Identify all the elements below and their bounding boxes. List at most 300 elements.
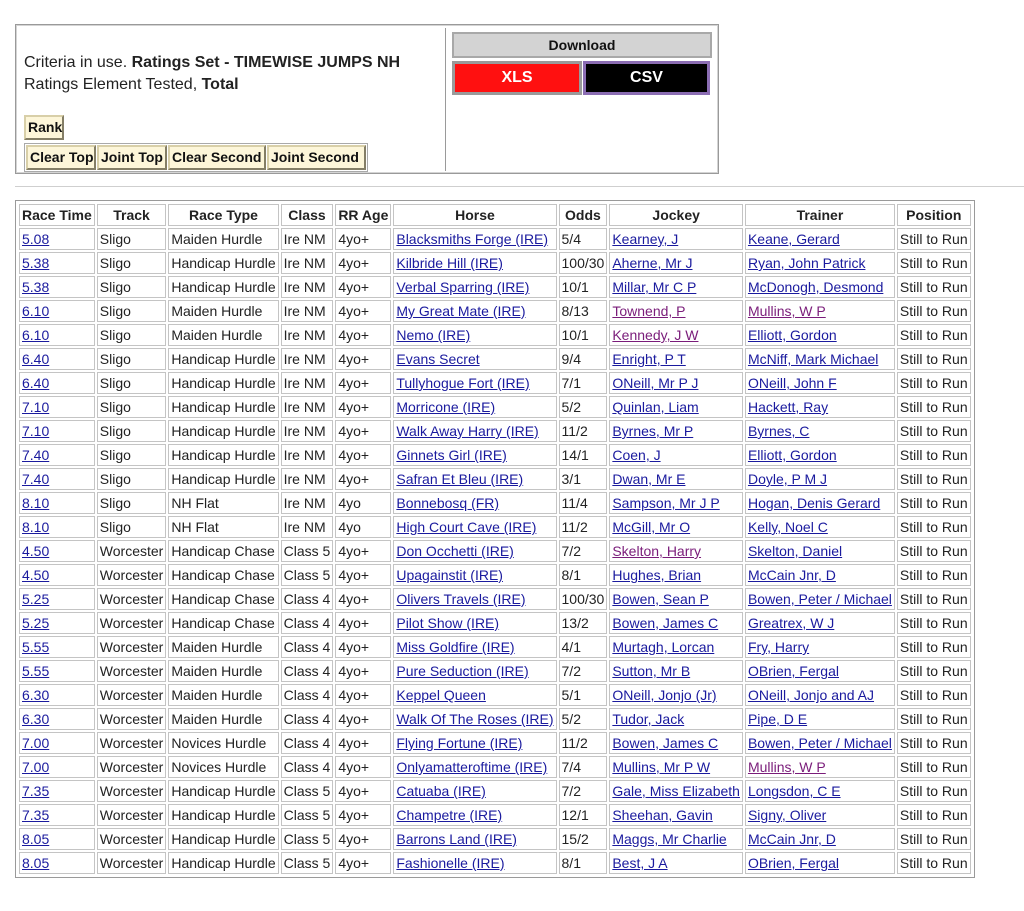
jockey-cell <box>609 492 743 514</box>
jockey-link[interactable]: Murtagh, Lorcan <box>612 639 715 655</box>
rr-age-cell: 4yo+ <box>335 276 391 298</box>
race-time-link[interactable]: 4.50 <box>22 543 50 559</box>
horse-link[interactable]: Flying Fortune (IRE) <box>396 735 523 751</box>
trainer-link[interactable]: OBrien, Fergal <box>747 663 839 679</box>
track-cell: Sligo <box>97 468 167 490</box>
jockey-link[interactable]: Sampson, Mr J P <box>612 495 720 511</box>
jockey-link[interactable]: Skelton, Harry <box>612 543 702 559</box>
jockey-link[interactable]: Mullins, Mr P W <box>612 759 711 775</box>
rr-age-cell: 4yo+ <box>335 780 391 802</box>
joint-top-button[interactable]: Joint Top <box>97 145 167 170</box>
odds-cell: 12/1 <box>559 804 608 826</box>
jockey-link[interactable]: Coen, J <box>612 447 661 463</box>
trainer-link[interactable]: OBrien, Fergal <box>747 855 839 871</box>
download-csv-button[interactable]: CSV <box>583 61 710 95</box>
position-cell: Still to Run <box>897 516 971 538</box>
download-title: Download <box>452 32 712 58</box>
odds-cell: 9/4 <box>559 348 608 370</box>
rr-age-cell: 4yo+ <box>335 828 391 850</box>
jockey-cell <box>609 708 743 730</box>
header-class[interactable]: Class <box>281 204 334 226</box>
trainer-cell <box>745 660 895 682</box>
rr-age-cell: 4yo+ <box>335 396 391 418</box>
race-time-link[interactable]: 4.50 <box>22 567 50 583</box>
horse-cell <box>393 756 556 778</box>
race-time-link[interactable]: 5.08 <box>22 231 50 247</box>
horse-link[interactable]: Ginnets Girl (IRE) <box>396 447 507 463</box>
race-time-link[interactable]: 6.30 <box>22 711 50 727</box>
rr-age-cell: 4yo <box>335 492 391 514</box>
jockey-cell <box>609 444 743 466</box>
horse-cell <box>393 516 556 538</box>
horse-link[interactable]: Tullyhogue Fort (IRE) <box>396 375 530 391</box>
header-trainer[interactable]: Trainer <box>745 204 895 226</box>
horse-cell <box>393 324 556 346</box>
class-cell: Ire NM <box>281 348 334 370</box>
trainer-cell <box>745 588 895 610</box>
trainer-link[interactable]: Hogan, Denis Gerard <box>747 495 881 511</box>
horse-cell <box>393 732 556 754</box>
horse-cell <box>393 684 556 706</box>
position-cell: Still to Run <box>897 372 971 394</box>
horse-link[interactable]: Keppel Queen <box>396 687 486 703</box>
horse-link[interactable]: Blacksmiths Forge (IRE) <box>396 231 549 247</box>
jockey-link[interactable]: Sutton, Mr B <box>612 663 691 679</box>
race-time-cell <box>19 708 95 730</box>
odds-cell: 11/4 <box>559 492 608 514</box>
clear-second-button[interactable]: Clear Second <box>168 145 266 170</box>
track-cell: Sligo <box>97 252 167 274</box>
trainer-cell <box>745 756 895 778</box>
track-cell: Sligo <box>97 444 167 466</box>
race-type-cell: Maiden Hurdle <box>168 708 278 730</box>
jockey-cell <box>609 852 743 874</box>
trainer-link[interactable]: Mullins, W P <box>747 303 826 319</box>
trainer-link[interactable]: Signy, Oliver <box>747 807 827 823</box>
race-type-cell: Maiden Hurdle <box>168 684 278 706</box>
class-cell: Ire NM <box>281 468 334 490</box>
race-type-cell: Handicap Hurdle <box>168 348 278 370</box>
trainer-cell <box>745 468 895 490</box>
race-time-link[interactable]: 6.10 <box>22 327 50 343</box>
horse-link[interactable]: Miss Goldfire (IRE) <box>396 639 515 655</box>
track-cell: Worcester <box>97 708 167 730</box>
odds-cell: 7/2 <box>559 780 608 802</box>
track-cell: Sligo <box>97 348 167 370</box>
jockey-cell <box>609 348 743 370</box>
trainer-link[interactable]: Fry, Harry <box>747 639 810 655</box>
trainer-link[interactable]: Bowen, Peter / Michael <box>747 591 892 607</box>
trainer-link[interactable]: Kelly, Noel C <box>747 519 828 535</box>
trainer-link[interactable]: Ryan, John Patrick <box>747 255 866 271</box>
jockey-link[interactable]: ONeill, Jonjo (Jr) <box>612 687 717 703</box>
jockey-link[interactable]: Bowen, James C <box>612 615 719 631</box>
horse-link[interactable]: Walk Away Harry (IRE) <box>396 423 539 439</box>
odds-cell: 7/2 <box>559 540 608 562</box>
jockey-link[interactable]: Millar, Mr C P <box>612 279 697 295</box>
track-cell: Worcester <box>97 684 167 706</box>
trainer-link[interactable]: McCain Jnr, D <box>747 831 836 847</box>
class-cell: Ire NM <box>281 276 334 298</box>
position-cell: Still to Run <box>897 324 971 346</box>
trainer-cell <box>745 732 895 754</box>
race-time-link[interactable]: 7.40 <box>22 447 50 463</box>
race-time-link[interactable]: 7.40 <box>22 471 50 487</box>
race-time-link[interactable]: 8.10 <box>22 519 50 535</box>
rr-age-cell: 4yo+ <box>335 252 391 274</box>
horse-cell <box>393 276 556 298</box>
class-cell: Class 4 <box>281 588 334 610</box>
race-time-link[interactable]: 5.25 <box>22 615 50 631</box>
header-race-time[interactable]: Race Time <box>19 204 95 226</box>
horse-link[interactable]: Pure Seduction (IRE) <box>396 663 529 679</box>
header-horse[interactable]: Horse <box>393 204 556 226</box>
trainer-cell <box>745 516 895 538</box>
table-row <box>19 612 971 634</box>
jockey-cell <box>609 636 743 658</box>
jockey-link[interactable]: Enright, P T <box>612 351 686 367</box>
track-cell: Worcester <box>97 588 167 610</box>
odds-cell: 100/30 <box>559 588 608 610</box>
horse-link[interactable]: Walk Of The Roses (IRE) <box>396 711 554 727</box>
trainer-cell <box>745 252 895 274</box>
rr-age-cell: 4yo+ <box>335 324 391 346</box>
trainer-link[interactable]: McNiff, Mark Michael <box>747 351 879 367</box>
table-row <box>19 444 971 466</box>
horse-link[interactable]: My Great Mate (IRE) <box>396 303 526 319</box>
trainer-cell <box>745 492 895 514</box>
track-cell: Worcester <box>97 660 167 682</box>
race-type-cell: Novices Hurdle <box>168 756 278 778</box>
race-time-link[interactable]: 5.25 <box>22 591 50 607</box>
rr-age-cell: 4yo+ <box>335 660 391 682</box>
race-time-cell <box>19 564 95 586</box>
header-odds[interactable]: Odds <box>559 204 608 226</box>
horse-link[interactable]: Bonnebosq (FR) <box>396 495 500 511</box>
trainer-link[interactable]: Pipe, D E <box>747 711 808 727</box>
race-time-link[interactable]: 7.00 <box>22 735 50 751</box>
rank-button[interactable]: Rank <box>24 115 64 140</box>
class-cell: Class 5 <box>281 540 334 562</box>
class-cell: Class 4 <box>281 732 334 754</box>
odds-cell: 7/2 <box>559 660 608 682</box>
rr-age-cell: 4yo+ <box>335 732 391 754</box>
jockey-link[interactable]: Townend, P <box>612 303 686 319</box>
race-time-link[interactable]: 8.05 <box>22 855 50 871</box>
horse-cell <box>393 804 556 826</box>
table-header-row <box>19 204 971 226</box>
joint-second-button[interactable]: Joint Second <box>267 145 366 170</box>
odds-cell: 5/4 <box>559 228 608 250</box>
trainer-link[interactable]: ONeill, Jonjo and AJ <box>747 687 875 703</box>
rr-age-cell: 4yo+ <box>335 444 391 466</box>
horse-cell <box>393 228 556 250</box>
odds-cell: 8/1 <box>559 852 608 874</box>
jockey-link[interactable]: Bowen, James C <box>612 735 719 751</box>
trainer-link[interactable]: Byrnes, C <box>747 423 810 439</box>
race-type-cell: NH Flat <box>168 516 278 538</box>
class-cell: Ire NM <box>281 444 334 466</box>
horse-link[interactable]: Pilot Show (IRE) <box>396 615 500 631</box>
jockey-link[interactable]: Kearney, J <box>612 231 679 247</box>
race-time-link[interactable]: 6.30 <box>22 687 50 703</box>
jockey-cell <box>609 276 743 298</box>
rr-age-cell: 4yo+ <box>335 588 391 610</box>
race-time-link[interactable]: 7.35 <box>22 807 50 823</box>
race-time-link[interactable]: 5.55 <box>22 639 50 655</box>
race-time-cell <box>19 660 95 682</box>
trainer-cell <box>745 564 895 586</box>
position-cell: Still to Run <box>897 228 971 250</box>
horse-cell <box>393 444 556 466</box>
header-track[interactable]: Track <box>97 204 167 226</box>
race-time-link[interactable]: 6.40 <box>22 351 50 367</box>
race-time-cell <box>19 732 95 754</box>
odds-cell: 4/1 <box>559 636 608 658</box>
horse-link[interactable]: Evans Secret <box>396 351 480 367</box>
track-cell: Worcester <box>97 540 167 562</box>
race-time-link[interactable]: 7.35 <box>22 783 50 799</box>
jockey-link[interactable]: McGill, Mr O <box>612 519 691 535</box>
results-table <box>17 202 973 876</box>
trainer-cell <box>745 444 895 466</box>
jockey-cell <box>609 732 743 754</box>
header-position[interactable]: Position <box>897 204 971 226</box>
jockey-cell <box>609 396 743 418</box>
position-cell: Still to Run <box>897 708 971 730</box>
race-time-cell <box>19 684 95 706</box>
race-type-cell: Maiden Hurdle <box>168 660 278 682</box>
race-type-cell: Handicap Chase <box>168 540 278 562</box>
trainer-cell <box>745 396 895 418</box>
horse-link[interactable]: Safran Et Bleu (IRE) <box>396 471 524 487</box>
odds-cell: 100/30 <box>559 252 608 274</box>
jockey-cell <box>609 468 743 490</box>
rr-age-cell: 4yo+ <box>335 420 391 442</box>
trainer-link[interactable]: ONeill, John F <box>747 375 837 391</box>
table-row <box>19 468 971 490</box>
race-time-link[interactable]: 6.40 <box>22 375 50 391</box>
trainer-link[interactable]: Elliott, Gordon <box>747 447 837 463</box>
table-row <box>19 708 971 730</box>
rr-age-cell: 4yo <box>335 516 391 538</box>
trainer-link[interactable]: Skelton, Daniel <box>747 543 843 559</box>
horse-cell <box>393 348 556 370</box>
header-rr-age[interactable]: RR Age <box>335 204 391 226</box>
table-row <box>19 516 971 538</box>
jockey-link[interactable]: Tudor, Jack <box>612 711 685 727</box>
race-time-link[interactable]: 7.00 <box>22 759 50 775</box>
race-time-link[interactable]: 5.38 <box>22 279 50 295</box>
jockey-cell <box>609 252 743 274</box>
class-cell: Class 5 <box>281 852 334 874</box>
class-cell: Class 5 <box>281 564 334 586</box>
class-cell: Ire NM <box>281 252 334 274</box>
horse-link[interactable]: Nemo (IRE) <box>396 327 471 343</box>
odds-cell: 11/2 <box>559 732 608 754</box>
table-row <box>19 660 971 682</box>
jockey-cell <box>609 420 743 442</box>
track-cell: Sligo <box>97 228 167 250</box>
race-time-link[interactable]: 7.10 <box>22 399 50 415</box>
trainer-link[interactable]: Greatrex, W J <box>747 615 835 631</box>
class-cell: Ire NM <box>281 492 334 514</box>
horse-link[interactable]: Upagainstit (IRE) <box>396 567 503 583</box>
position-cell: Still to Run <box>897 540 971 562</box>
horse-link[interactable]: Barrons Land (IRE) <box>396 831 517 847</box>
race-time-link[interactable]: 6.10 <box>22 303 50 319</box>
class-cell: Class 4 <box>281 684 334 706</box>
jockey-link[interactable]: Dwan, Mr E <box>612 471 686 487</box>
horse-link[interactable]: Fashionelle (IRE) <box>396 855 505 871</box>
table-row <box>19 564 971 586</box>
rr-age-cell: 4yo+ <box>335 852 391 874</box>
rr-age-cell: 4yo+ <box>335 348 391 370</box>
odds-cell: 11/2 <box>559 420 608 442</box>
jockey-link[interactable]: Byrnes, Mr P <box>612 423 694 439</box>
jockey-link[interactable]: Quinlan, Liam <box>612 399 699 415</box>
track-cell: Worcester <box>97 852 167 874</box>
horse-cell <box>393 708 556 730</box>
trainer-cell <box>745 348 895 370</box>
race-time-link[interactable]: 5.38 <box>22 255 50 271</box>
class-cell: Ire NM <box>281 324 334 346</box>
race-type-cell: Maiden Hurdle <box>168 636 278 658</box>
clear-top-button[interactable]: Clear Top <box>26 145 96 170</box>
horse-link[interactable]: Don Occhetti (IRE) <box>396 543 514 559</box>
jockey-link[interactable]: Bowen, Sean P <box>612 591 709 607</box>
race-time-link[interactable]: 5.55 <box>22 663 50 679</box>
trainer-cell <box>745 612 895 634</box>
trainer-cell <box>745 852 895 874</box>
race-type-cell: Handicap Chase <box>168 612 278 634</box>
header-race-type[interactable]: Race Type <box>168 204 278 226</box>
trainer-link[interactable]: Keane, Gerard <box>747 231 840 247</box>
race-time-cell <box>19 444 95 466</box>
horse-link[interactable]: Olivers Travels (IRE) <box>396 591 526 607</box>
track-cell: Sligo <box>97 492 167 514</box>
trainer-link[interactable]: Doyle, P M J <box>747 471 828 487</box>
race-time-link[interactable]: 8.05 <box>22 831 50 847</box>
race-time-link[interactable]: 8.10 <box>22 495 50 511</box>
jockey-link[interactable]: Best, J A <box>612 855 668 871</box>
trainer-link[interactable]: McDonogh, Desmond <box>747 279 884 295</box>
track-cell: Sligo <box>97 420 167 442</box>
race-time-link[interactable]: 7.10 <box>22 423 50 439</box>
header-jockey[interactable]: Jockey <box>609 204 743 226</box>
track-cell: Worcester <box>97 564 167 586</box>
position-cell: Still to Run <box>897 396 971 418</box>
rr-age-cell: 4yo+ <box>335 540 391 562</box>
position-cell: Still to Run <box>897 252 971 274</box>
table-row <box>19 636 971 658</box>
jockey-cell <box>609 324 743 346</box>
table-row <box>19 684 971 706</box>
horse-link[interactable]: Morricone (IRE) <box>396 399 496 415</box>
odds-cell: 10/1 <box>559 324 608 346</box>
element-prefix: Ratings Element Tested, <box>24 76 198 93</box>
trainer-link[interactable]: Longsdon, C E <box>747 783 841 799</box>
race-type-cell: Handicap Hurdle <box>168 252 278 274</box>
race-type-cell: Handicap Hurdle <box>168 396 278 418</box>
jockey-link[interactable]: Sheehan, Gavin <box>612 807 713 823</box>
race-time-cell <box>19 828 95 850</box>
position-cell: Still to Run <box>897 444 971 466</box>
position-cell: Still to Run <box>897 636 971 658</box>
download-xls-button[interactable]: XLS <box>452 61 582 95</box>
section-divider <box>15 186 1024 187</box>
race-time-cell <box>19 468 95 490</box>
jockey-cell <box>609 228 743 250</box>
track-cell: Worcester <box>97 636 167 658</box>
trainer-link[interactable]: Elliott, Gordon <box>747 327 837 343</box>
race-time-cell <box>19 492 95 514</box>
jockey-link[interactable]: Aherne, Mr J <box>612 255 693 271</box>
horse-link[interactable]: High Court Cave (IRE) <box>396 519 537 535</box>
class-cell: Class 4 <box>281 756 334 778</box>
track-cell: Worcester <box>97 828 167 850</box>
position-cell: Still to Run <box>897 420 971 442</box>
jockey-link[interactable]: ONeill, Mr P J <box>612 375 699 391</box>
horse-cell <box>393 588 556 610</box>
jockey-link[interactable]: Kennedy, J W <box>612 327 699 343</box>
horse-link[interactable]: Onlyamatteroftime (IRE) <box>396 759 548 775</box>
jockey-cell <box>609 564 743 586</box>
race-time-cell <box>19 780 95 802</box>
race-type-cell: Handicap Hurdle <box>168 468 278 490</box>
jockey-link[interactable]: Gale, Miss Elizabeth <box>612 783 740 799</box>
trainer-link[interactable]: McCain Jnr, D <box>747 567 836 583</box>
race-time-cell <box>19 252 95 274</box>
track-cell: Worcester <box>97 612 167 634</box>
rr-age-cell: 4yo+ <box>335 804 391 826</box>
table-body <box>19 228 971 874</box>
jockey-cell <box>609 780 743 802</box>
jockey-link[interactable]: Hughes, Brian <box>612 567 702 583</box>
race-type-cell: Handicap Chase <box>168 588 278 610</box>
jockey-cell <box>609 828 743 850</box>
odds-cell: 5/2 <box>559 708 608 730</box>
results-table-container <box>15 200 975 878</box>
class-cell: Ire NM <box>281 372 334 394</box>
horse-cell <box>393 492 556 514</box>
horse-link[interactable]: Catuaba (IRE) <box>396 783 486 799</box>
race-time-cell <box>19 396 95 418</box>
position-cell: Still to Run <box>897 756 971 778</box>
position-cell: Still to Run <box>897 732 971 754</box>
position-cell: Still to Run <box>897 852 971 874</box>
race-time-cell <box>19 540 95 562</box>
trainer-link[interactable]: Bowen, Peter / Michael <box>747 735 892 751</box>
horse-cell <box>393 852 556 874</box>
jockey-link[interactable]: Maggs, Mr Charlie <box>612 831 727 847</box>
table-row <box>19 420 971 442</box>
horse-link[interactable]: Kilbride Hill (IRE) <box>396 255 503 271</box>
track-cell: Sligo <box>97 516 167 538</box>
race-time-cell <box>19 636 95 658</box>
race-time-cell <box>19 516 95 538</box>
horse-link[interactable]: Verbal Sparring (IRE) <box>396 279 530 295</box>
position-cell: Still to Run <box>897 660 971 682</box>
rr-age-cell: 4yo+ <box>335 708 391 730</box>
horse-link[interactable]: Champetre (IRE) <box>396 807 503 823</box>
class-cell: Ire NM <box>281 516 334 538</box>
table-row <box>19 276 971 298</box>
table-row <box>19 300 971 322</box>
trainer-link[interactable]: Mullins, W P <box>747 759 826 775</box>
trainer-link[interactable]: Hackett, Ray <box>747 399 829 415</box>
odds-cell: 8/1 <box>559 564 608 586</box>
